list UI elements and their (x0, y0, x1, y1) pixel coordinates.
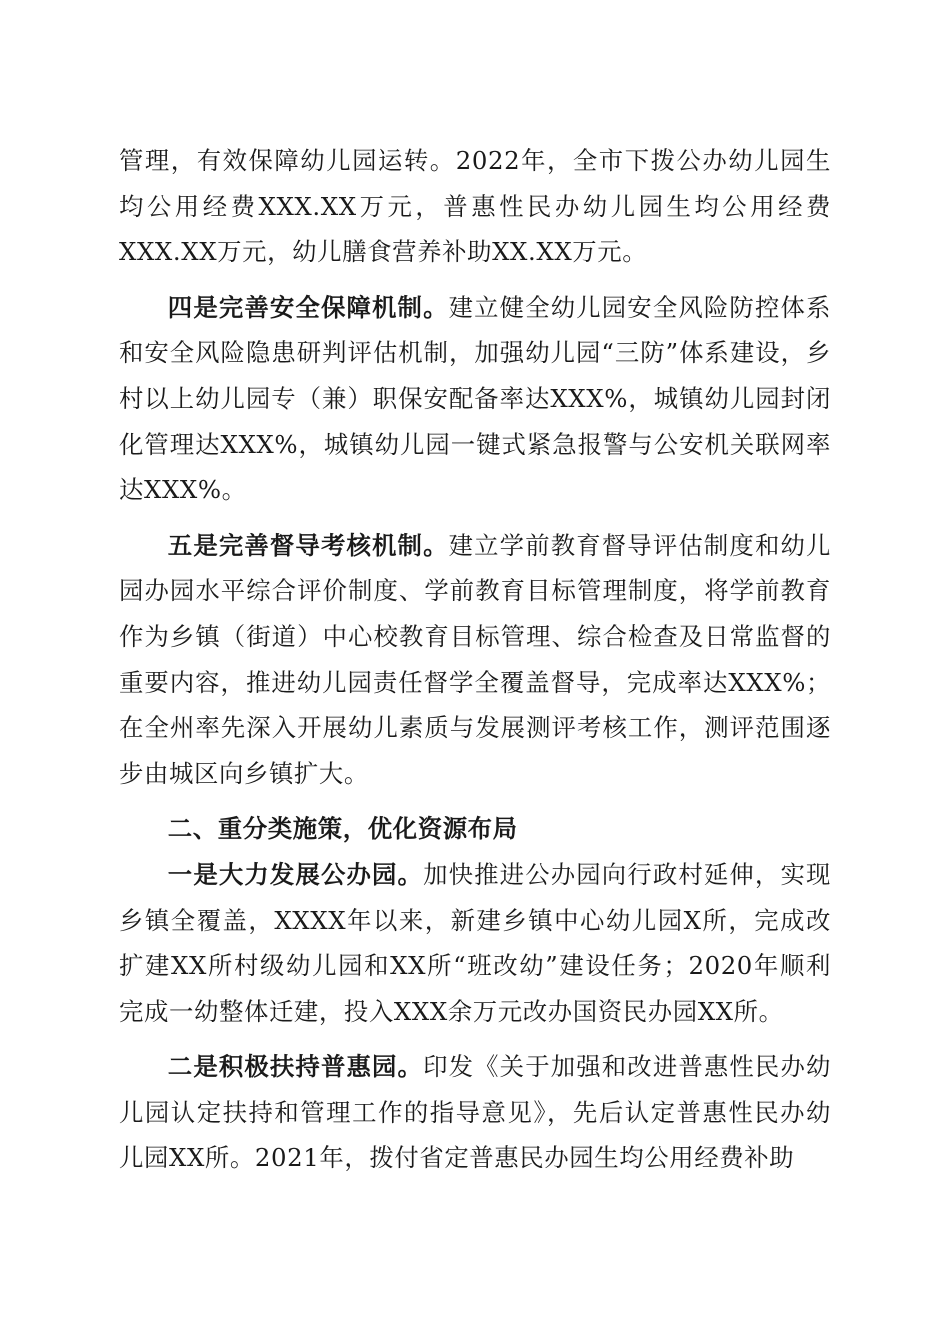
paragraph-text: 建立学前教育督导评估制度和幼儿园办园水平综合评价制度、学前教育目标管理制度，将学前教育作为乡镇（街道）中心校教育目标管理、综合检查及日常监督的重要内容，推进幼儿园责任督学全覆盖督导，完成率达XXX%；在全州率先深入开展幼儿素质与发展测评考核工作，测评范围逐步由城区向乡镇扩大。 (119, 530, 831, 788)
paragraph-continued (119, 138, 831, 275)
paragraph-text: 管理，有效保障幼儿园运转。2022年，全市下拨公办幼儿园生均公用经费XXX.XX万元，普惠性民办幼儿园生均公用经费XXX.XX万元，幼儿膳食营养补助XX.XX万元。 (119, 146, 831, 267)
paragraph-text: 建立健全幼儿园安全风险防控体系和安全风险隐患研判评估机制，加强幼儿园“三防”体系建设，乡村以上幼儿园专（兼）职保安配备率达XXX%，城镇幼儿园封闭化管理达XXX%，城镇幼儿园一键式紧急报警与公安机关联网率达XXX%。 (119, 292, 831, 505)
paragraph-lead: 二是积极扶持普惠园。 (167, 1052, 424, 1082)
paragraph-lead: 一是大力发展公办园。 (167, 859, 424, 889)
section-heading: 二、重分类施策，优化资源布局 (167, 814, 518, 844)
document-body (119, 138, 831, 1181)
paragraph-text: 印发《关于加强和改进普惠性民办幼儿园认定扶持和管理工作的指导意见》，先后认定普惠性民办幼儿园XX所。2021年，拨付省定普惠民办园生均公用经费补助 (119, 1052, 831, 1173)
paragraph-supervision-mechanism (119, 523, 831, 797)
paragraph-lead: 四是完善安全保障机制。 (167, 292, 449, 322)
paragraph-text: 加快推进公办园向行政村延伸，实现乡镇全覆盖，XXXX年以来，新建乡镇中心幼儿园X所，完成改扩建XX所村级幼儿园和XX所“班改幼”建设任务；2020年顺利完成一幼整体迁建，投入XXX余万元改办国资民办园XX所。 (119, 859, 831, 1026)
paragraph-inclusive-kindergarten (119, 1044, 831, 1181)
paragraph-lead: 五是完善督导考核机制。 (167, 530, 449, 560)
paragraph-safety-mechanism (119, 285, 831, 513)
paragraph-public-kindergarten (119, 852, 831, 1034)
